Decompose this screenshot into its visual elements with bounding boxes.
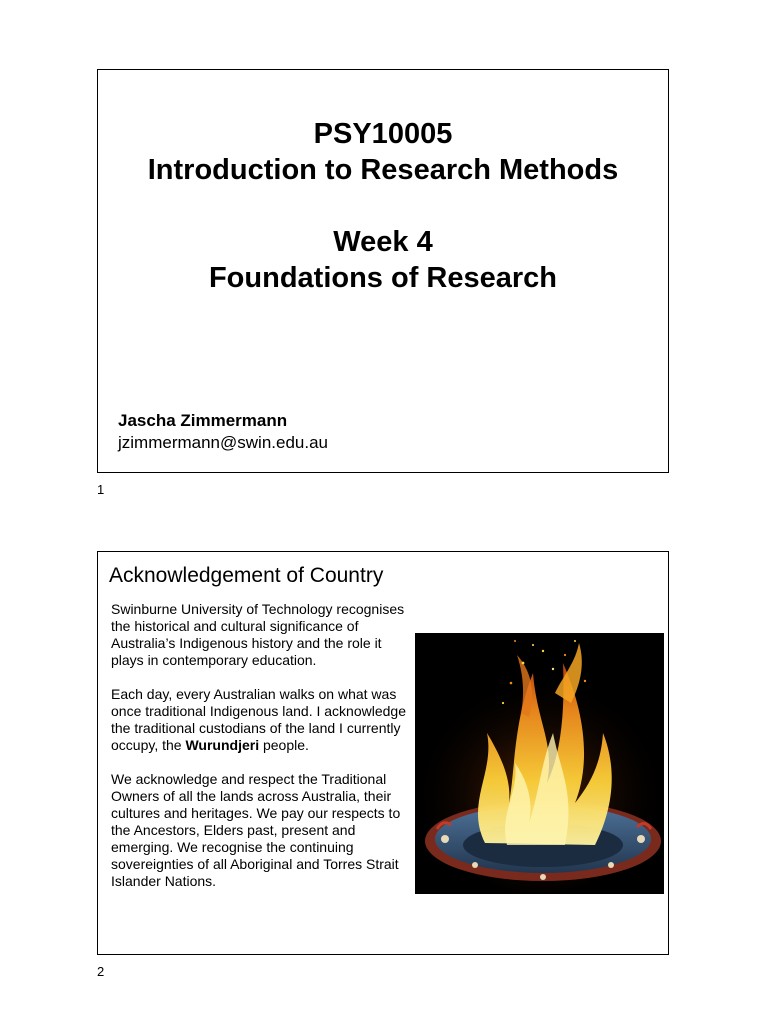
course-title: Introduction to Research Methods <box>147 154 619 186</box>
page-number-1: 1 <box>97 482 105 497</box>
author-email: jzimmermann@swin.edu.au <box>118 433 329 452</box>
paragraph-3: We acknowledge and respect the Traditional Owners of all the lands across Australia, their cultures and heritages. We pay our respects to the Ancestors, Elders past, present and emerging. We recognise the continuing sovereignties of all Aboriginal and Torres Strait Islander Nations. <box>111 771 401 889</box>
paragraph-2-end: people. <box>259 737 309 753</box>
course-code: PSY10005 <box>313 118 453 150</box>
week-label: Week 4 <box>333 226 433 258</box>
fire-bowl-image <box>415 633 664 894</box>
slide-1 <box>97 69 669 473</box>
acknowledgement-text <box>111 601 409 890</box>
wurundjeri-bold: Wurundjeri <box>185 737 260 753</box>
paragraph-2 <box>111 686 409 754</box>
week-title-block <box>98 224 668 296</box>
page-number-2: 2 <box>97 964 105 979</box>
slide-2 <box>97 551 669 955</box>
author-block <box>118 410 328 454</box>
topic-title: Foundations of Research <box>208 262 558 294</box>
paragraph-2-text: Each day, every Australian walks on what was once traditional Indigenous land. I acknowledge the traditional custodians of the land I currently occupy, the <box>111 686 406 753</box>
course-title-block <box>98 116 668 188</box>
slide-title: Acknowledgement of Country <box>109 564 384 587</box>
paragraph-1: Swinburne University of Technology recognises the historical and cultural significance of Australia’s Indigenous history and the role it plays in contemporary education. <box>111 601 405 668</box>
fire-bowl-icon <box>415 633 664 894</box>
author-name: Jascha Zimmermann <box>118 411 288 430</box>
